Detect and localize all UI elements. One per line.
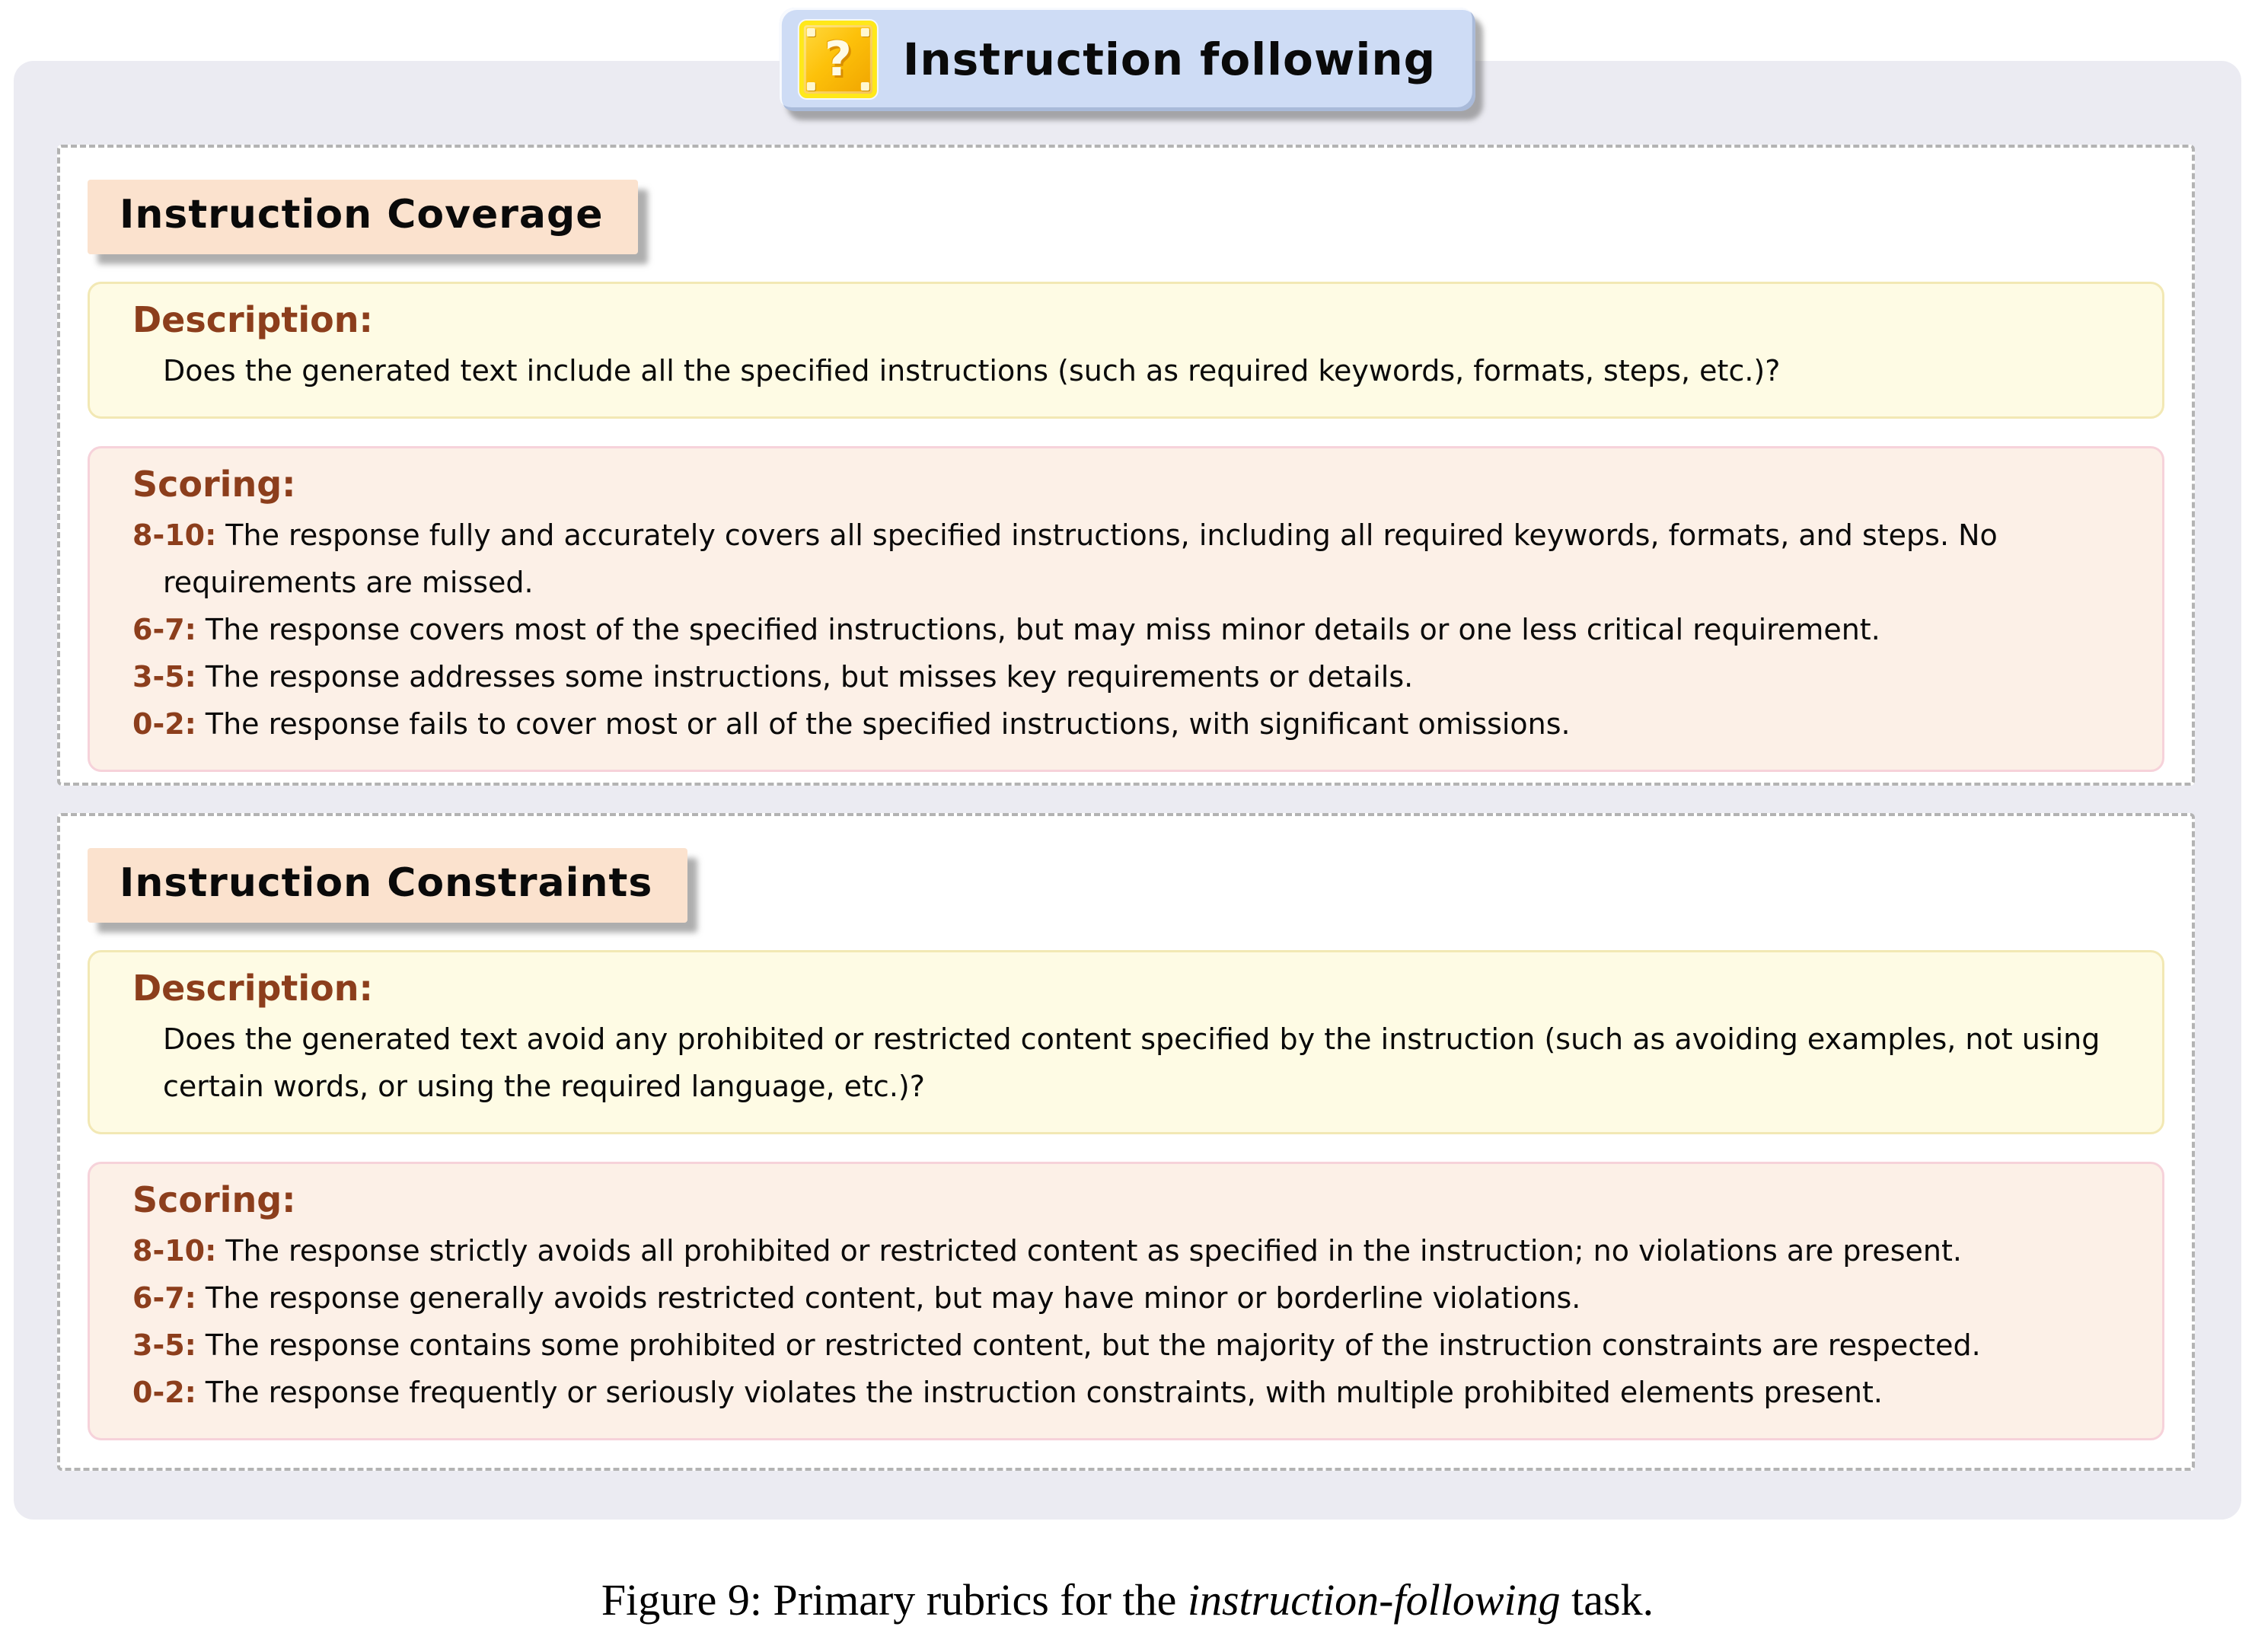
score-text: The response fully and accurately covers all specified instructions, including all required keywords, formats, and steps. No requirements are missed. xyxy=(163,518,1998,599)
figure-container xyxy=(14,31,2241,1520)
description-label: Description: xyxy=(132,299,373,340)
caption-italic-term: instruction-following xyxy=(1187,1575,1561,1625)
description-label: Description: xyxy=(132,968,373,1009)
score-range: 3-5: xyxy=(132,659,196,694)
question-block-icon xyxy=(799,21,877,98)
score-text: The response fails to cover most or all of the specified instructions, with significant omissions. xyxy=(205,706,1571,741)
score-text: The response frequently or seriously violates the instruction constraints, with multiple prohibited elements present. xyxy=(205,1375,1883,1409)
caption-suffix: task. xyxy=(1560,1575,1654,1625)
score-item xyxy=(132,701,2132,748)
score-range: 0-2: xyxy=(132,1375,196,1409)
score-text: The response contains some prohibited or restricted content, but the majority of the instruction constraints are respected. xyxy=(205,1328,1981,1362)
score-text: The response covers most of the specified instructions, but may miss minor details or one less critical requirement. xyxy=(205,612,1880,646)
score-text: The response addresses some instructions, but misses key requirements or details. xyxy=(205,659,1414,694)
scoring-box xyxy=(88,1162,2164,1440)
score-item xyxy=(132,607,2132,654)
scoring-box xyxy=(88,446,2164,772)
caption-prefix: Figure 9: Primary rubrics for the xyxy=(601,1575,1188,1625)
rubric-title: Instruction Constraints xyxy=(88,848,687,923)
rivet-icon xyxy=(807,28,815,37)
description-text: Does the generated text avoid any prohibited or restricted content specified by the instruction (such as avoiding examples, not using certain words, or using the required language, etc.)? xyxy=(163,1022,2100,1103)
rivet-icon xyxy=(807,82,815,91)
rubric-panel-instruction-constraints xyxy=(57,813,2195,1471)
score-item xyxy=(132,1322,2132,1370)
scoring-label: Scoring: xyxy=(132,1178,296,1220)
score-item xyxy=(132,1370,2132,1417)
score-range: 0-2: xyxy=(132,706,196,741)
rubric-panel-instruction-coverage xyxy=(57,145,2195,786)
description-box xyxy=(88,282,2164,419)
rivet-icon xyxy=(861,82,869,91)
task-title: Instruction following xyxy=(902,33,1437,85)
task-header-badge xyxy=(780,8,1475,111)
description-box xyxy=(88,950,2164,1134)
score-text: The response strictly avoids all prohibited or restricted content as specified in the instruction; no violations are present. xyxy=(225,1233,1962,1268)
score-text: The response generally avoids restricted content, but may have minor or borderline violations. xyxy=(205,1280,1581,1315)
description-text: Does the generated text include all the specified instructions (such as required keywords, formats, steps, etc.)? xyxy=(163,354,1781,387)
score-range: 3-5: xyxy=(132,1328,196,1362)
score-item xyxy=(132,654,2132,701)
scoring-label: Scoring: xyxy=(132,463,296,505)
score-range: 6-7: xyxy=(132,1280,196,1315)
score-item xyxy=(132,1228,2132,1275)
question-mark-glyph: ? xyxy=(824,31,852,87)
score-range: 8-10: xyxy=(132,1233,217,1268)
score-item xyxy=(132,512,2132,607)
score-item xyxy=(132,1275,2132,1322)
rivet-icon xyxy=(861,28,869,37)
rubric-title: Instruction Coverage xyxy=(88,180,638,254)
score-range: 8-10: xyxy=(132,518,217,552)
score-range: 6-7: xyxy=(132,612,196,646)
figure-caption xyxy=(0,1574,2255,1625)
